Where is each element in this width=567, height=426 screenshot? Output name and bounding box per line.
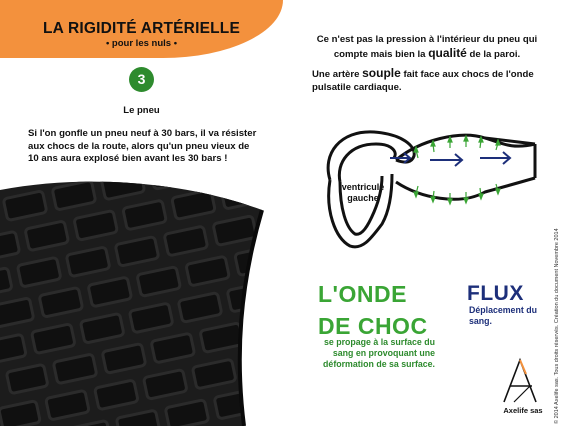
flux-description: Déplacement du sang.	[469, 305, 537, 326]
copyright-notice: © 2014 Axelife sas. Tous droits réservés. Création du document Novembre 2014	[554, 228, 560, 424]
page-title: LA RIGIDITÉ ARTÉRIELLE	[43, 20, 240, 37]
wall-quality-paragraph: Ce n'est pas la pression à l'intérieur du pneu qui compte mais bien la qualité de la paroi.	[316, 34, 538, 60]
step-number-badge: 3	[129, 67, 154, 92]
flux-title: FLUX	[467, 282, 524, 305]
tire-paragraph: Si l'on gonfle un pneu neuf à 30 bars, il va résister aux chocs de la route, alors qu'un pneu vieux de 10 ans aura explosé bien avant les 30 bars !	[28, 128, 257, 165]
quality-emphasis: qualité	[428, 45, 467, 60]
page-subtitle: • pour les nuls •	[105, 38, 178, 49]
blood-flow-arrows	[390, 152, 510, 166]
flexible-artery-paragraph: Une artère souple fait face aux chocs de l'onde pulsatile cardiaque.	[312, 66, 534, 93]
ventricle-label-line2: gauche	[347, 193, 379, 203]
brand-name: Axelife sas	[503, 406, 543, 415]
shock-wave-title: L'ONDE DE CHOC	[318, 281, 428, 339]
flexible-emphasis: souple	[362, 66, 401, 80]
axelife-logo-icon	[500, 356, 540, 406]
heart-artery-diagram	[310, 120, 540, 270]
section-heading: Le pneu	[123, 105, 160, 116]
wall-deformation-arrows	[414, 136, 500, 204]
tire-tread-image	[0, 165, 300, 426]
ventricle-label-line1: ventricule	[341, 182, 385, 192]
shock-wave-description: se propage à la surface du sang en provoquant une déformation de sa surface.	[323, 337, 435, 369]
